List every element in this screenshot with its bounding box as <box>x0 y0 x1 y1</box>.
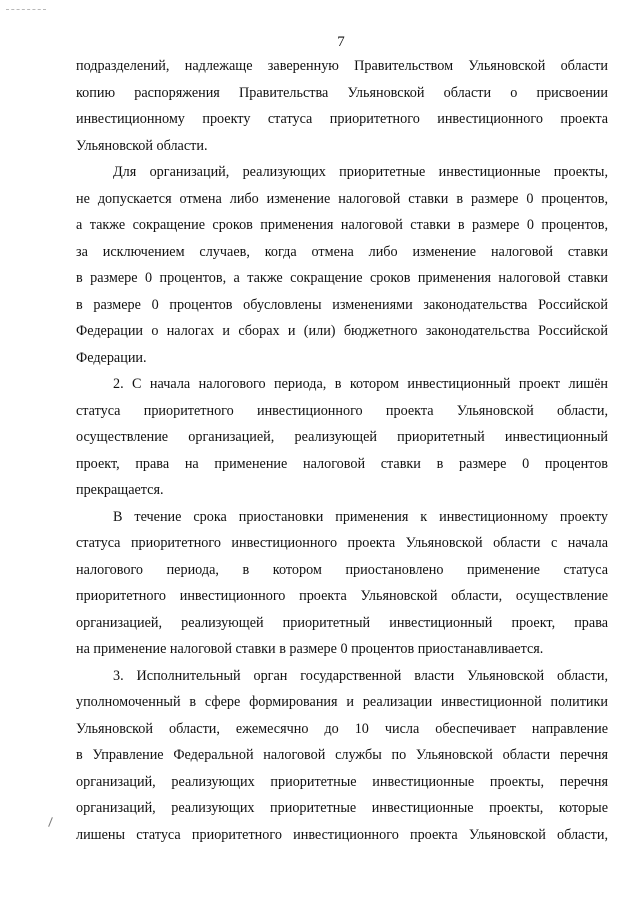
text-line: подразделений, надлежаще заверенную Правительством Ульяновской области <box>76 58 608 74</box>
text-line: налогового периода, в котором приостановлено применение статуса <box>76 561 608 578</box>
paragraph <box>76 504 608 663</box>
text-line: В течение срока приостановки применения к инвестиционному проекту <box>113 508 608 525</box>
text-line: лишены статуса приоритетного инвестиционного проекта Ульяновской области, <box>76 826 608 843</box>
text-line: в Управление Федеральной налоговой службы по Ульяновской области перечня <box>76 747 608 763</box>
text-line: приоритетного инвестиционного проекта Ульяновской области, осуществление <box>76 588 608 604</box>
text-line: инвестиционному проекту статуса приоритетного инвестиционного проекта <box>76 111 608 127</box>
text-line: организацией, реализующей приоритетный инвестиционный проект, права <box>76 614 608 631</box>
paragraph <box>76 663 608 849</box>
text-line: проект, права на применение налоговой ставки в размере 0 процентов <box>76 455 608 472</box>
text-line: не допускается отмена либо изменение налоговой ставки в размере 0 процентов, <box>76 190 608 207</box>
text-line: организаций, реализующих приоритетные инвестиционные проекты, перечня <box>76 773 608 790</box>
text-line: на применение налоговой ставки в размере 0 процентов приостанавливается. <box>76 641 544 657</box>
text-line: 3. Исполнительный орган государственной власти Ульяновской области, <box>113 667 608 684</box>
text-line: 2. С начала налогового периода, в котором инвестиционный проект лишён <box>113 376 608 392</box>
text-line: Федерации о налогах и сборах и (или) бюджетного законодательства Российской <box>76 323 608 339</box>
text-line: статуса приоритетного инвестиционного проекта Ульяновской области с начала <box>76 535 608 551</box>
text-line: Ульяновской области, ежемесячно до 10 числа обеспечивает направление <box>76 720 608 737</box>
scan-edge-mark <box>6 9 46 10</box>
text-line: Федерации. <box>76 349 147 366</box>
text-line: в размере 0 процентов обусловлены изменениями законодательства Российской <box>76 296 608 313</box>
paragraph <box>76 371 608 504</box>
text-line: Ульяновской области. <box>76 137 208 154</box>
text-line: уполномоченный в сфере формирования и реализации инвестиционной политики <box>76 694 608 710</box>
page-number: 7 <box>337 34 345 50</box>
paragraph <box>76 159 608 371</box>
paragraph <box>76 53 608 159</box>
text-line: статуса приоритетного инвестиционного проекта Ульяновской области, <box>76 402 608 419</box>
text-line: за исключением случаев, когда отмена либо изменение налоговой ставки <box>76 243 608 260</box>
text-line: прекращается. <box>76 482 164 498</box>
text-line: в размере 0 процентов, а также сокращение сроков применения налоговой ставки <box>76 270 608 286</box>
text-line: осуществление организацией, реализующей приоритетный инвестиционный <box>76 429 608 445</box>
text-line: организаций, реализующих приоритетные инвестиционные проекты, которые <box>76 800 608 816</box>
text-line: копию распоряжения Правительства Ульяновской области о присвоении <box>76 84 608 101</box>
margin-pen-mark <box>48 817 53 827</box>
body-text <box>76 53 608 848</box>
text-line: а также сокращение сроков применения налоговой ставки в размере 0 процентов, <box>76 217 608 233</box>
text-line: Для организаций, реализующих приоритетные инвестиционные проекты, <box>113 164 608 180</box>
